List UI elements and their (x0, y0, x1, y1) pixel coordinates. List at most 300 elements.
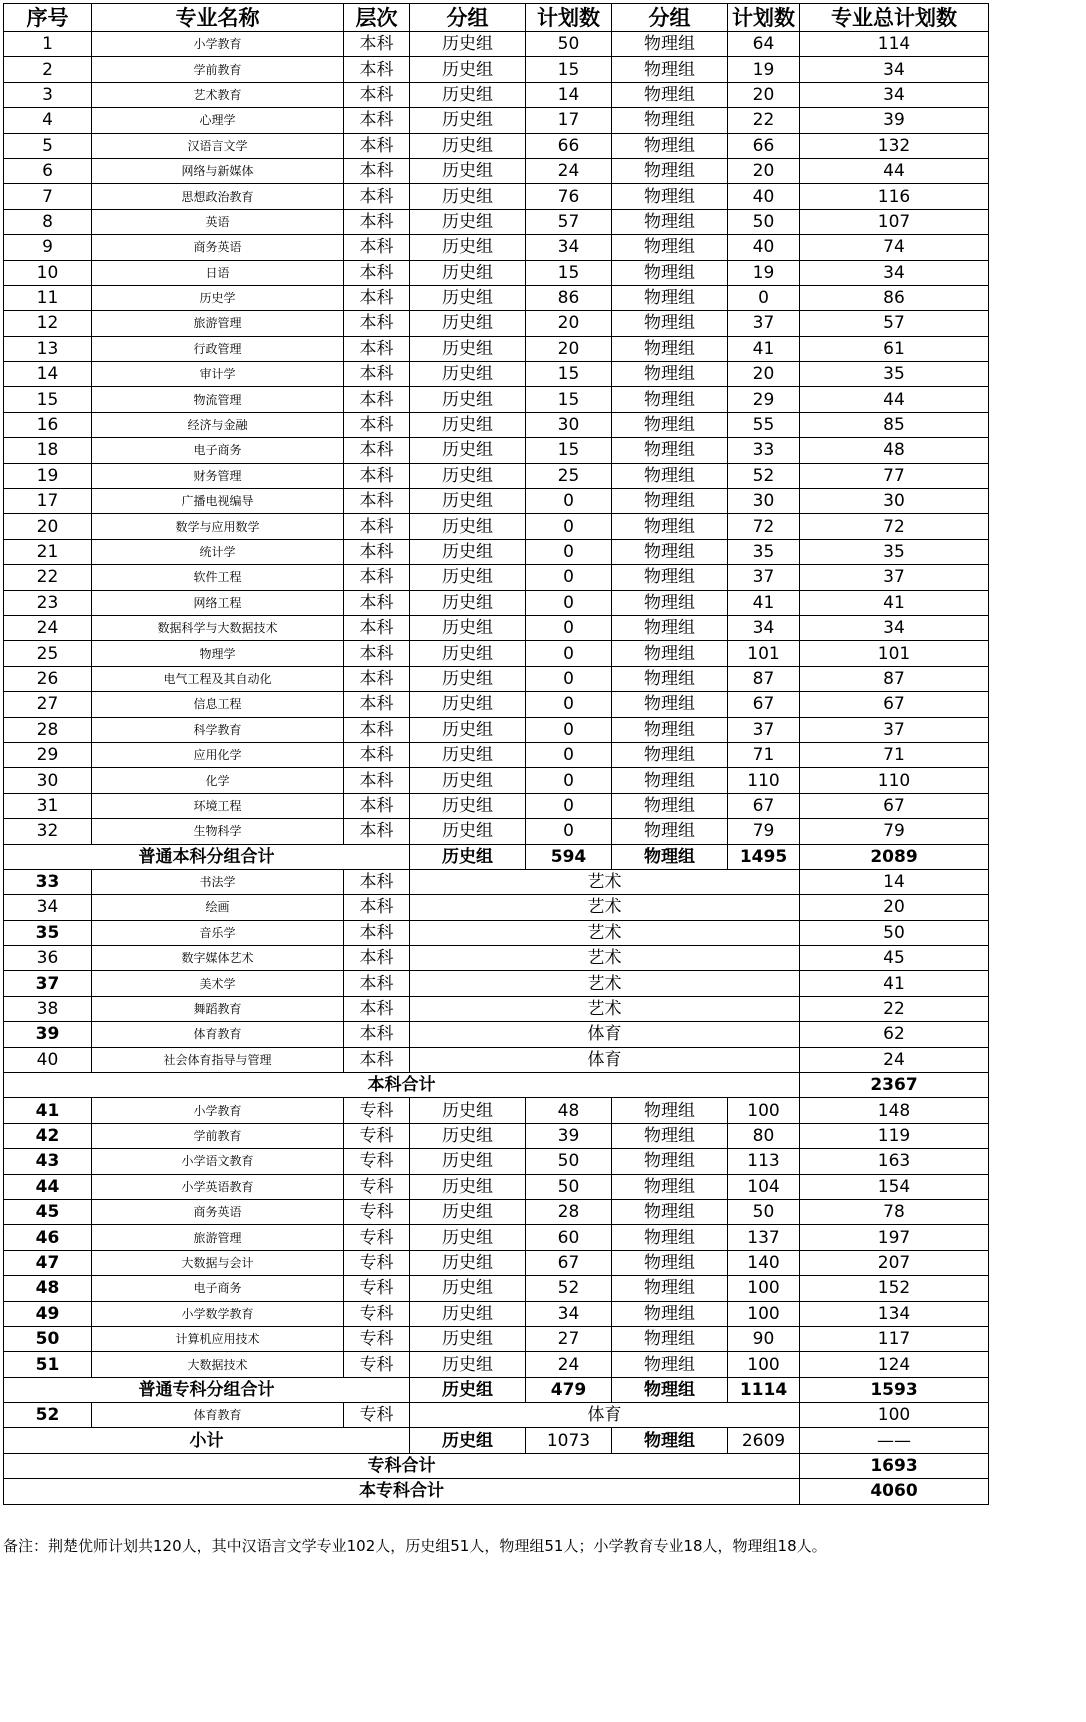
table-row (4, 108, 989, 133)
table-cell: 物理组 (612, 615, 728, 640)
table-cell: 历史组 (410, 438, 526, 463)
major-name-cell: 网络工程 (92, 590, 344, 615)
table-cell: 历史组 (410, 158, 526, 183)
table-cell: 历史组 (410, 1428, 526, 1453)
table-cell: 本科 (344, 590, 410, 615)
table-cell: 8 (4, 209, 92, 234)
table-cell: 0 (526, 565, 612, 590)
category-cell: 体育 (410, 1022, 800, 1047)
table-cell: 67 (526, 1250, 612, 1275)
table-row (4, 717, 989, 742)
college-total-row (4, 1453, 989, 1478)
table-cell: 物理组 (612, 1199, 728, 1224)
header-cell: 层次 (344, 4, 410, 32)
major-name-cell: 小学教育 (92, 32, 344, 57)
table-cell: 0 (526, 489, 612, 514)
table-row (4, 920, 989, 945)
table-cell: 物理组 (612, 489, 728, 514)
table-cell: 历史组 (410, 692, 526, 717)
table-cell: 专科 (344, 1174, 410, 1199)
major-name-cell: 物流管理 (92, 387, 344, 412)
enrollment-plan-table (3, 3, 989, 1505)
table-cell: 1593 (800, 1377, 989, 1402)
table-cell: 历史组 (410, 260, 526, 285)
table-row (4, 1326, 989, 1351)
table-cell: 52 (728, 463, 800, 488)
table-cell: 19 (4, 463, 92, 488)
table-cell: 35 (4, 920, 92, 945)
table-cell: 594 (526, 844, 612, 869)
subtotal-row (4, 1428, 989, 1453)
table-cell: 15 (526, 438, 612, 463)
table-row (4, 158, 989, 183)
major-name-cell: 网络与新媒体 (92, 158, 344, 183)
table-cell: 34 (526, 1301, 612, 1326)
table-cell: 113 (728, 1149, 800, 1174)
table-cell: 本科 (344, 615, 410, 640)
major-name-cell: 生物科学 (92, 819, 344, 844)
table-cell: 0 (526, 768, 612, 793)
table-row (4, 1123, 989, 1148)
table-cell: 本科 (344, 742, 410, 767)
major-name-cell: 体育教育 (92, 1403, 344, 1428)
table-cell: 20 (800, 895, 989, 920)
table-cell: 物理组 (612, 641, 728, 666)
major-name-cell: 化学 (92, 768, 344, 793)
table-row (4, 615, 989, 640)
table-cell: 37 (728, 717, 800, 742)
table-cell: 本科 (344, 539, 410, 564)
table-row (4, 184, 989, 209)
table-cell: 0 (526, 539, 612, 564)
table-cell: 历史组 (410, 1276, 526, 1301)
table-cell: 85 (800, 412, 989, 437)
table-cell: 44 (800, 387, 989, 412)
table-cell: 44 (4, 1174, 92, 1199)
table-cell: 物理组 (612, 844, 728, 869)
table-row (4, 565, 989, 590)
major-name-cell: 软件工程 (92, 565, 344, 590)
major-name-cell: 旅游管理 (92, 311, 344, 336)
category-cell: 体育 (410, 1403, 800, 1428)
undergrad-total-row (4, 1073, 989, 1098)
table-cell: 0 (728, 285, 800, 310)
table-cell: 0 (526, 819, 612, 844)
table-cell: 专科 (344, 1250, 410, 1275)
major-name-cell: 商务英语 (92, 1199, 344, 1224)
major-name-cell: 小学语文教育 (92, 1149, 344, 1174)
total-label: 本科合计 (4, 1073, 800, 1098)
table-cell: 本科 (344, 819, 410, 844)
table-cell: 物理组 (612, 539, 728, 564)
table-cell: 本科 (344, 260, 410, 285)
table-cell: 107 (800, 209, 989, 234)
table-row (4, 1301, 989, 1326)
table-cell: 历史组 (410, 209, 526, 234)
table-cell: 17 (526, 108, 612, 133)
table-cell: 18 (4, 438, 92, 463)
table-cell: 本科 (344, 996, 410, 1021)
table-row (4, 1403, 989, 1428)
table-cell: 历史组 (410, 235, 526, 260)
table-cell: 134 (800, 1301, 989, 1326)
table-cell: 30 (800, 489, 989, 514)
table-cell: 100 (728, 1098, 800, 1123)
table-cell: 86 (526, 285, 612, 310)
table-cell: 40 (728, 235, 800, 260)
table-cell: 历史组 (410, 1326, 526, 1351)
table-cell: 67 (800, 793, 989, 818)
table-cell: 0 (526, 793, 612, 818)
table-row (4, 590, 989, 615)
table-cell: 42 (4, 1123, 92, 1148)
table-cell: 物理组 (612, 57, 728, 82)
table-cell: 专科 (344, 1149, 410, 1174)
table-cell: 79 (728, 819, 800, 844)
header-cell: 计划数 (526, 4, 612, 32)
table-cell: —— (800, 1428, 989, 1453)
table-cell: 67 (728, 692, 800, 717)
table-cell: 物理组 (612, 565, 728, 590)
major-name-cell: 音乐学 (92, 920, 344, 945)
table-cell: 物理组 (612, 1301, 728, 1326)
table-cell: 24 (4, 615, 92, 640)
table-cell: 77 (800, 463, 989, 488)
table-cell: 25 (4, 641, 92, 666)
table-cell: 0 (526, 615, 612, 640)
table-cell: 物理组 (612, 463, 728, 488)
table-cell: 本科 (344, 362, 410, 387)
table-cell: 本科 (344, 717, 410, 742)
table-row (4, 742, 989, 767)
table-cell: 0 (526, 742, 612, 767)
table-cell: 物理组 (612, 1250, 728, 1275)
table-cell: 专科 (344, 1326, 410, 1351)
table-row (4, 819, 989, 844)
table-cell: 24 (526, 1352, 612, 1377)
table-cell: 历史组 (410, 768, 526, 793)
table-cell: 物理组 (612, 1098, 728, 1123)
major-name-cell: 汉语言文学 (92, 133, 344, 158)
table-cell: 历史组 (410, 336, 526, 361)
major-name-cell: 学前教育 (92, 1123, 344, 1148)
table-row (4, 57, 989, 82)
table-cell: 1693 (800, 1453, 989, 1478)
table-cell: 本科 (344, 336, 410, 361)
table-cell: 207 (800, 1250, 989, 1275)
table-cell: 137 (728, 1225, 800, 1250)
table-cell: 22 (728, 108, 800, 133)
table-cell: 物理组 (612, 133, 728, 158)
table-cell: 27 (4, 692, 92, 717)
table-cell: 17 (4, 489, 92, 514)
table-cell: 物理组 (612, 158, 728, 183)
table-cell: 32 (4, 819, 92, 844)
table-cell: 44 (800, 158, 989, 183)
table-row (4, 768, 989, 793)
table-cell: 7 (4, 184, 92, 209)
table-cell: 60 (526, 1225, 612, 1250)
table-cell: 140 (728, 1250, 800, 1275)
table-cell: 38 (4, 996, 92, 1021)
table-cell: 163 (800, 1149, 989, 1174)
table-cell: 104 (728, 1174, 800, 1199)
table-row (4, 514, 989, 539)
subtotal-row-college-groups (4, 1377, 989, 1402)
header-cell: 序号 (4, 4, 92, 32)
table-cell: 35 (800, 362, 989, 387)
category-cell: 艺术 (410, 946, 800, 971)
table-cell: 66 (526, 133, 612, 158)
table-cell: 197 (800, 1225, 989, 1250)
table-cell: 物理组 (612, 260, 728, 285)
table-cell: 物理组 (612, 209, 728, 234)
table-cell: 物理组 (612, 285, 728, 310)
table-cell: 43 (4, 1149, 92, 1174)
table-cell: 4 (4, 108, 92, 133)
table-cell: 71 (728, 742, 800, 767)
table-cell: 16 (4, 412, 92, 437)
table-cell: 41 (4, 1098, 92, 1123)
table-cell: 物理组 (612, 311, 728, 336)
table-cell: 110 (728, 768, 800, 793)
table-cell: 124 (800, 1352, 989, 1377)
table-cell: 71 (800, 742, 989, 767)
table-cell: 41 (728, 590, 800, 615)
table-cell: 物理组 (612, 1377, 728, 1402)
table-cell: 专科 (344, 1276, 410, 1301)
table-cell: 50 (526, 32, 612, 57)
table-cell: 6 (4, 158, 92, 183)
table-cell: 15 (526, 57, 612, 82)
table-cell: 28 (4, 717, 92, 742)
table-cell: 14 (4, 362, 92, 387)
major-name-cell: 电气工程及其自动化 (92, 666, 344, 691)
table-cell: 479 (526, 1377, 612, 1402)
table-cell: 45 (800, 946, 989, 971)
table-cell: 本科 (344, 1022, 410, 1047)
table-cell: 154 (800, 1174, 989, 1199)
table-cell: 0 (526, 590, 612, 615)
table-cell: 3 (4, 82, 92, 107)
major-name-cell: 经济与金融 (92, 412, 344, 437)
table-cell: 72 (728, 514, 800, 539)
major-name-cell: 计算机应用技术 (92, 1326, 344, 1351)
table-cell: 20 (4, 514, 92, 539)
table-cell: 2367 (800, 1073, 989, 1098)
table-cell: 物理组 (612, 235, 728, 260)
table-cell: 历史组 (410, 133, 526, 158)
category-cell: 艺术 (410, 971, 800, 996)
table-cell: 45 (4, 1199, 92, 1224)
table-cell: 33 (728, 438, 800, 463)
subtotal-label: 小计 (4, 1428, 410, 1453)
table-cell: 64 (728, 32, 800, 57)
table-cell: 14 (526, 82, 612, 107)
table-cell: 历史组 (410, 1225, 526, 1250)
major-name-cell: 艺术教育 (92, 82, 344, 107)
table-cell: 29 (4, 742, 92, 767)
table-cell: 37 (4, 971, 92, 996)
table-cell: 1 (4, 32, 92, 57)
table-cell: 19 (728, 57, 800, 82)
table-cell: 0 (526, 641, 612, 666)
major-name-cell: 环境工程 (92, 793, 344, 818)
table-cell: 79 (800, 819, 989, 844)
table-cell: 100 (800, 1403, 989, 1428)
table-cell: 52 (4, 1403, 92, 1428)
table-cell: 专科 (344, 1123, 410, 1148)
table-cell: 本科 (344, 489, 410, 514)
table-cell: 52 (526, 1276, 612, 1301)
table-cell: 历史组 (410, 108, 526, 133)
table-cell: 14 (800, 869, 989, 894)
table-cell: 1073 (526, 1428, 612, 1453)
table-cell: 41 (800, 971, 989, 996)
table-cell: 22 (4, 565, 92, 590)
header-cell: 专业总计划数 (800, 4, 989, 32)
table-cell: 历史组 (410, 514, 526, 539)
table-cell: 114 (800, 32, 989, 57)
table-cell: 本科 (344, 285, 410, 310)
table-cell: 历史组 (410, 32, 526, 57)
table-cell: 30 (526, 412, 612, 437)
table-cell: 24 (800, 1047, 989, 1072)
table-cell: 本科 (344, 311, 410, 336)
grand-total-row (4, 1479, 989, 1504)
subtotal-label: 普通专科分组合计 (4, 1377, 410, 1402)
table-cell: 9 (4, 235, 92, 260)
table-cell: 30 (4, 768, 92, 793)
table-cell: 物理组 (612, 1174, 728, 1199)
table-row (4, 32, 989, 57)
table-cell: 专科 (344, 1403, 410, 1428)
table-cell: 专科 (344, 1199, 410, 1224)
table-cell: 物理组 (612, 1123, 728, 1148)
table-cell: 本科 (344, 133, 410, 158)
table-cell: 2 (4, 57, 92, 82)
table-row (4, 946, 989, 971)
table-row (4, 1250, 989, 1275)
major-name-cell: 数学与应用数学 (92, 514, 344, 539)
table-cell: 10 (4, 260, 92, 285)
table-cell: 历史组 (410, 463, 526, 488)
major-name-cell: 小学数学教育 (92, 1301, 344, 1326)
table-cell: 50 (728, 209, 800, 234)
table-cell: 5 (4, 133, 92, 158)
table-cell: 34 (526, 235, 612, 260)
major-name-cell: 美术学 (92, 971, 344, 996)
header-cell: 分组 (612, 4, 728, 32)
header-row (4, 4, 989, 32)
table-row (4, 1047, 989, 1072)
table-cell: 历史组 (410, 285, 526, 310)
table-cell: 历史组 (410, 387, 526, 412)
header-cell: 计划数 (728, 4, 800, 32)
table-cell: 本科 (344, 1047, 410, 1072)
table-row (4, 336, 989, 361)
table-cell: 本科 (344, 387, 410, 412)
table-cell: 物理组 (612, 438, 728, 463)
table-cell: 37 (728, 311, 800, 336)
table-cell: 30 (728, 489, 800, 514)
table-cell: 29 (728, 387, 800, 412)
table-cell: 历史组 (410, 1250, 526, 1275)
table-cell: 50 (526, 1149, 612, 1174)
table-cell: 101 (800, 641, 989, 666)
table-row (4, 971, 989, 996)
table-cell: 55 (728, 412, 800, 437)
table-cell: 本科 (344, 793, 410, 818)
major-name-cell: 广播电视编导 (92, 489, 344, 514)
table-cell: 2089 (800, 844, 989, 869)
table-cell: 41 (800, 590, 989, 615)
table-cell: 148 (800, 1098, 989, 1123)
table-cell: 历史组 (410, 717, 526, 742)
table-cell: 本科 (344, 971, 410, 996)
major-name-cell: 大数据与会计 (92, 1250, 344, 1275)
table-cell: 48 (4, 1276, 92, 1301)
table-cell: 物理组 (612, 1149, 728, 1174)
enrollment-plan-table-container (3, 3, 988, 1505)
table-cell: 物理组 (612, 1225, 728, 1250)
table-cell: 历史组 (410, 1301, 526, 1326)
table-cell: 28 (526, 1199, 612, 1224)
table-cell: 本科 (344, 108, 410, 133)
table-body (4, 4, 989, 1505)
major-name-cell: 商务英语 (92, 235, 344, 260)
table-cell: 历史组 (410, 1352, 526, 1377)
table-row (4, 895, 989, 920)
table-cell: 历史组 (410, 641, 526, 666)
table-cell: 80 (728, 1123, 800, 1148)
table-cell: 本科 (344, 412, 410, 437)
table-cell: 37 (800, 565, 989, 590)
table-cell: 物理组 (612, 793, 728, 818)
table-cell: 100 (728, 1352, 800, 1377)
table-cell: 132 (800, 133, 989, 158)
table-cell: 历史组 (410, 311, 526, 336)
table-cell: 72 (800, 514, 989, 539)
table-cell: 110 (800, 768, 989, 793)
table-cell: 物理组 (612, 362, 728, 387)
table-cell: 本科 (344, 235, 410, 260)
table-cell: 20 (728, 82, 800, 107)
table-cell: 116 (800, 184, 989, 209)
table-cell: 13 (4, 336, 92, 361)
table-cell: 本科 (344, 57, 410, 82)
table-cell: 87 (800, 666, 989, 691)
table-row (4, 285, 989, 310)
table-cell: 34 (800, 57, 989, 82)
table-cell: 0 (526, 666, 612, 691)
table-row (4, 438, 989, 463)
table-cell: 0 (526, 717, 612, 742)
table-cell: 历史组 (410, 590, 526, 615)
table-cell: 100 (728, 1301, 800, 1326)
major-name-cell: 电子商务 (92, 1276, 344, 1301)
major-name-cell: 物理学 (92, 641, 344, 666)
table-cell: 25 (526, 463, 612, 488)
table-row (4, 1276, 989, 1301)
table-cell: 76 (526, 184, 612, 209)
table-cell: 11 (4, 285, 92, 310)
table-cell: 119 (800, 1123, 989, 1148)
table-cell: 46 (4, 1225, 92, 1250)
table-row (4, 311, 989, 336)
table-cell: 20 (526, 336, 612, 361)
table-cell: 本科 (344, 869, 410, 894)
